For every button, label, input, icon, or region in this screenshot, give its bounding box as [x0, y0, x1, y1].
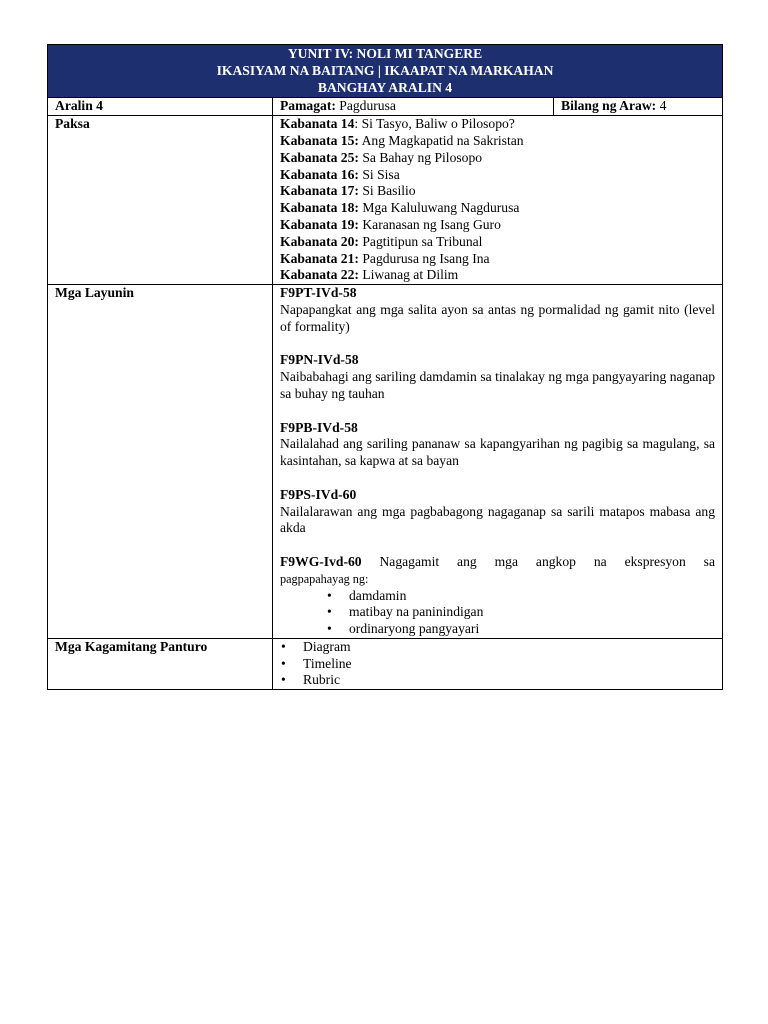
material-item: • Rubric: [303, 672, 715, 689]
competency-code: F9PT-IVd-58: [280, 285, 357, 301]
grade-quarter: IKASIYAM NA BAITANG | IKAAPAT NA MARKAHAN: [216, 62, 554, 78]
chapter-title: Sa Bahay ng Pilosopo: [362, 149, 483, 165]
topic-list-cell: [273, 116, 723, 285]
chapter-title: Si Tasyo, Baliw o Pilosopo?: [361, 116, 515, 132]
objective-text: Napapangkat ang mga salita ayon sa antas ng pormalidad ng gamit nito (level of formality): [280, 301, 716, 334]
chapter-title: Si Sisa: [362, 166, 400, 182]
chapter-number: Kabanata 25:: [280, 149, 359, 165]
materials-row: [48, 638, 723, 689]
chapter-title: Ang Magkapatid na Sakristan: [361, 132, 524, 148]
days-value: 4: [659, 98, 667, 114]
info-row: [48, 98, 723, 116]
topic-item: [280, 251, 715, 268]
objective-text: [280, 554, 715, 571]
lesson-number: Aralin 4: [55, 98, 103, 114]
topic-item: [280, 234, 715, 251]
competency-code: F9PS-IVd-60: [280, 486, 357, 502]
chapter-number: Kabanata 20:: [280, 233, 359, 249]
objective-text-line: pagpapahayag ng:: [280, 571, 369, 586]
title-label: Pamagat:: [280, 98, 336, 114]
topic-item: [280, 150, 715, 167]
chapter-title: Pagtitipun sa Tribunal: [362, 233, 483, 249]
objectives-label-cell: [48, 285, 273, 639]
chapter-number: Kabanata 15:: [280, 132, 359, 148]
objective-item: [280, 352, 715, 402]
chapter-number: Kabanata 19:: [280, 216, 359, 232]
title-value: Pagdurusa: [339, 98, 396, 114]
topic-item: [280, 267, 715, 284]
chapter-number: Kabanata 16:: [280, 166, 359, 182]
lesson-cell: [48, 98, 273, 116]
chapter-number: Kabanata 22:: [280, 267, 359, 283]
days-label: Bilang ng Araw:: [561, 98, 657, 114]
chapter-number: Kabanata 18:: [280, 200, 359, 216]
header-cell: [48, 45, 723, 98]
material-item: • Timeline: [303, 656, 715, 673]
objective-text: Naibabahagi ang sariling damdamin sa tinalakay ng mga pangyayaring naganap sa buhay ng tauhan: [280, 369, 716, 401]
chapter-title: Si Basilio: [362, 183, 416, 199]
objectives-cell: [273, 285, 723, 639]
chapter-title: Pagdurusa ng Isang Ina: [362, 250, 490, 266]
expression-item: • matibay na paninindigan: [349, 604, 715, 621]
topic-item: [280, 183, 715, 200]
topic-item: [280, 200, 715, 217]
unit-title: YUNIT IV: NOLI MI TANGERE: [287, 46, 483, 61]
material-item: • Diagram: [303, 639, 715, 656]
objective-text: Nailalahad ang sariling pananaw sa kapangyarihan ng pagibig sa magulang, sa kasintahan, sa kapwa at sa bayan: [280, 436, 716, 469]
objective-item: [280, 487, 715, 537]
objective-item: [280, 420, 715, 470]
chapter-title: Karanasan ng Isang Guro: [362, 216, 501, 232]
title-cell: [273, 98, 554, 116]
competency-code: F9WG-Ivd-60: [280, 553, 362, 569]
header-row: [48, 45, 723, 98]
objectives-row: [48, 285, 723, 639]
topic-label-cell: [48, 116, 273, 285]
materials-cell: [273, 638, 723, 689]
topic-item: [280, 167, 715, 184]
objective-item: [280, 285, 715, 335]
objective-text-line: Nagagamit ang mga angkop na ekspresyon sa: [379, 553, 716, 569]
chapter-title: Liwanag at Dilim: [362, 267, 459, 283]
chapter-number: Kabanata 17:: [280, 183, 359, 199]
topic-row: [48, 116, 723, 285]
chapter-title: Mga Kaluluwang Nagdurusa: [362, 200, 520, 216]
competency-code: F9PB-IVd-58: [280, 419, 358, 435]
days-cell: [554, 98, 723, 116]
objectives-label: Mga Layunin: [55, 285, 134, 301]
topic-item: Kabanata 14: Si Tasyo, Baliw o Pilosopo?: [280, 116, 515, 132]
expression-list: [280, 588, 715, 638]
objective-text: Nailalarawan ang mga pagbabagong nagaganap sa sarili matapos mabasa ang akda: [280, 503, 716, 536]
topic-item: [280, 133, 715, 150]
objective-item: [280, 554, 715, 638]
expression-item: • ordinaryong pangyayari: [349, 621, 715, 638]
chapter-number: Kabanata 21:: [280, 250, 359, 266]
topic-label: Paksa: [55, 116, 90, 132]
lesson-plan-title: BANGHAY ARALIN 4: [317, 79, 453, 95]
materials-label-cell: [48, 638, 273, 689]
lesson-plan-table: [47, 44, 723, 690]
competency-code: F9PN-IVd-58: [280, 352, 359, 368]
expression-item: • damdamin: [349, 588, 715, 605]
topic-item: [280, 217, 715, 234]
materials-label: Mga Kagamitang Panturo: [55, 638, 208, 654]
chapter-number: Kabanata 14: [280, 116, 355, 132]
materials-list: [280, 639, 715, 689]
